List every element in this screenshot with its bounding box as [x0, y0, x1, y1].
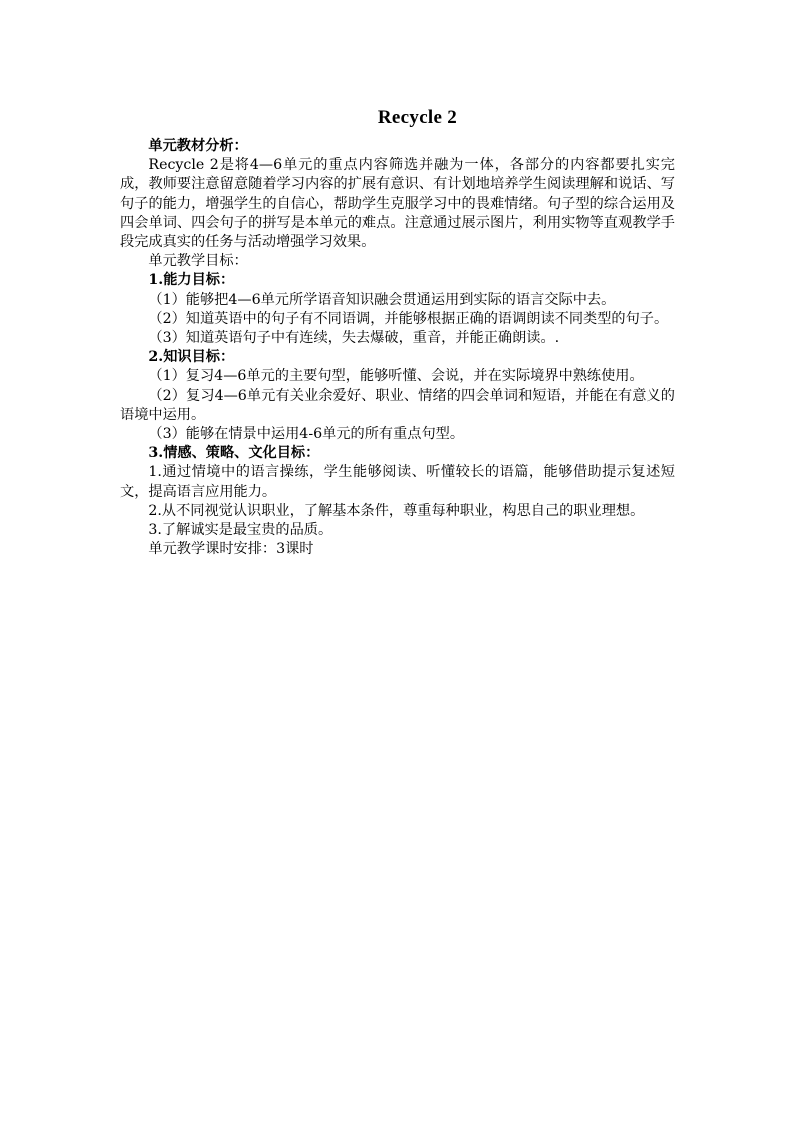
analysis-paragraph: Recycle 2是将4—6单元的重点内容筛选并融为一体，各部分的内容都要扎实完成，教师要注意留意随着学习内容的扩展有意识、有计划地培养学生阅读理解和说话、写句子的能力，增强学生的自信心，帮助学生克服学习中的畏难情绪。句子型的综合运用及四会单词、四会句子的拼写是本单元的难点。注意通过展示图片，利用实物等直观教学手段完成真实的任务与活动增强学习效果。: [120, 157, 675, 251]
ability-item-2: （2）知道英语中的句子有不同语调，并能够根据正确的语调朗读不同类型的句子。: [148, 310, 669, 327]
subheading-knowledge: 2.知识目标：: [148, 349, 235, 366]
knowledge-item-2: （2）复习4—6单元有关业余爱好、职业、情绪的四会单词和短语，并能在有意义的语境中运用。: [120, 387, 675, 423]
ability-item-1: （1）能够把4—6单元所学语音知识融会贯通运用到实际的语言交际中去。: [148, 291, 616, 308]
knowledge-item-3: （3）能够在情景中运用4-6单元的所有重点句型。: [148, 426, 465, 443]
emotion-item-3: 3.了解诚实是最宝贵的品质。: [148, 522, 333, 539]
knowledge-item-1: （1）复习4—6单元的主要句型，能够听懂、会说，并在实际境界中熟练使用。: [148, 368, 644, 385]
subheading-emotion: 3.情感、策略、文化目标：: [148, 445, 320, 462]
document-body: [120, 137, 675, 559]
schedule-line: 单元教学课时安排：3课时: [148, 541, 314, 558]
emotion-item-1: 1.通过情境中的语言操练，学生能够阅读、听懂较长的语篇，能够借助提示复述短文，提高语言应用能力。: [120, 464, 675, 500]
section-heading-analysis: 单元教材分析：: [148, 138, 248, 154]
section-heading-goals: 单元教学目标：: [148, 253, 248, 270]
emotion-item-2: 2.从不同视觉认识职业，了解基本条件，尊重每种职业，构思自己的职业理想。: [148, 502, 645, 519]
document-title: Recycle 2: [377, 107, 458, 128]
ability-item-3: （3）知道英语句子中有连续，失去爆破，重音，并能正确朗读。.: [148, 330, 560, 347]
subheading-ability: 1.能力目标：: [148, 272, 235, 289]
